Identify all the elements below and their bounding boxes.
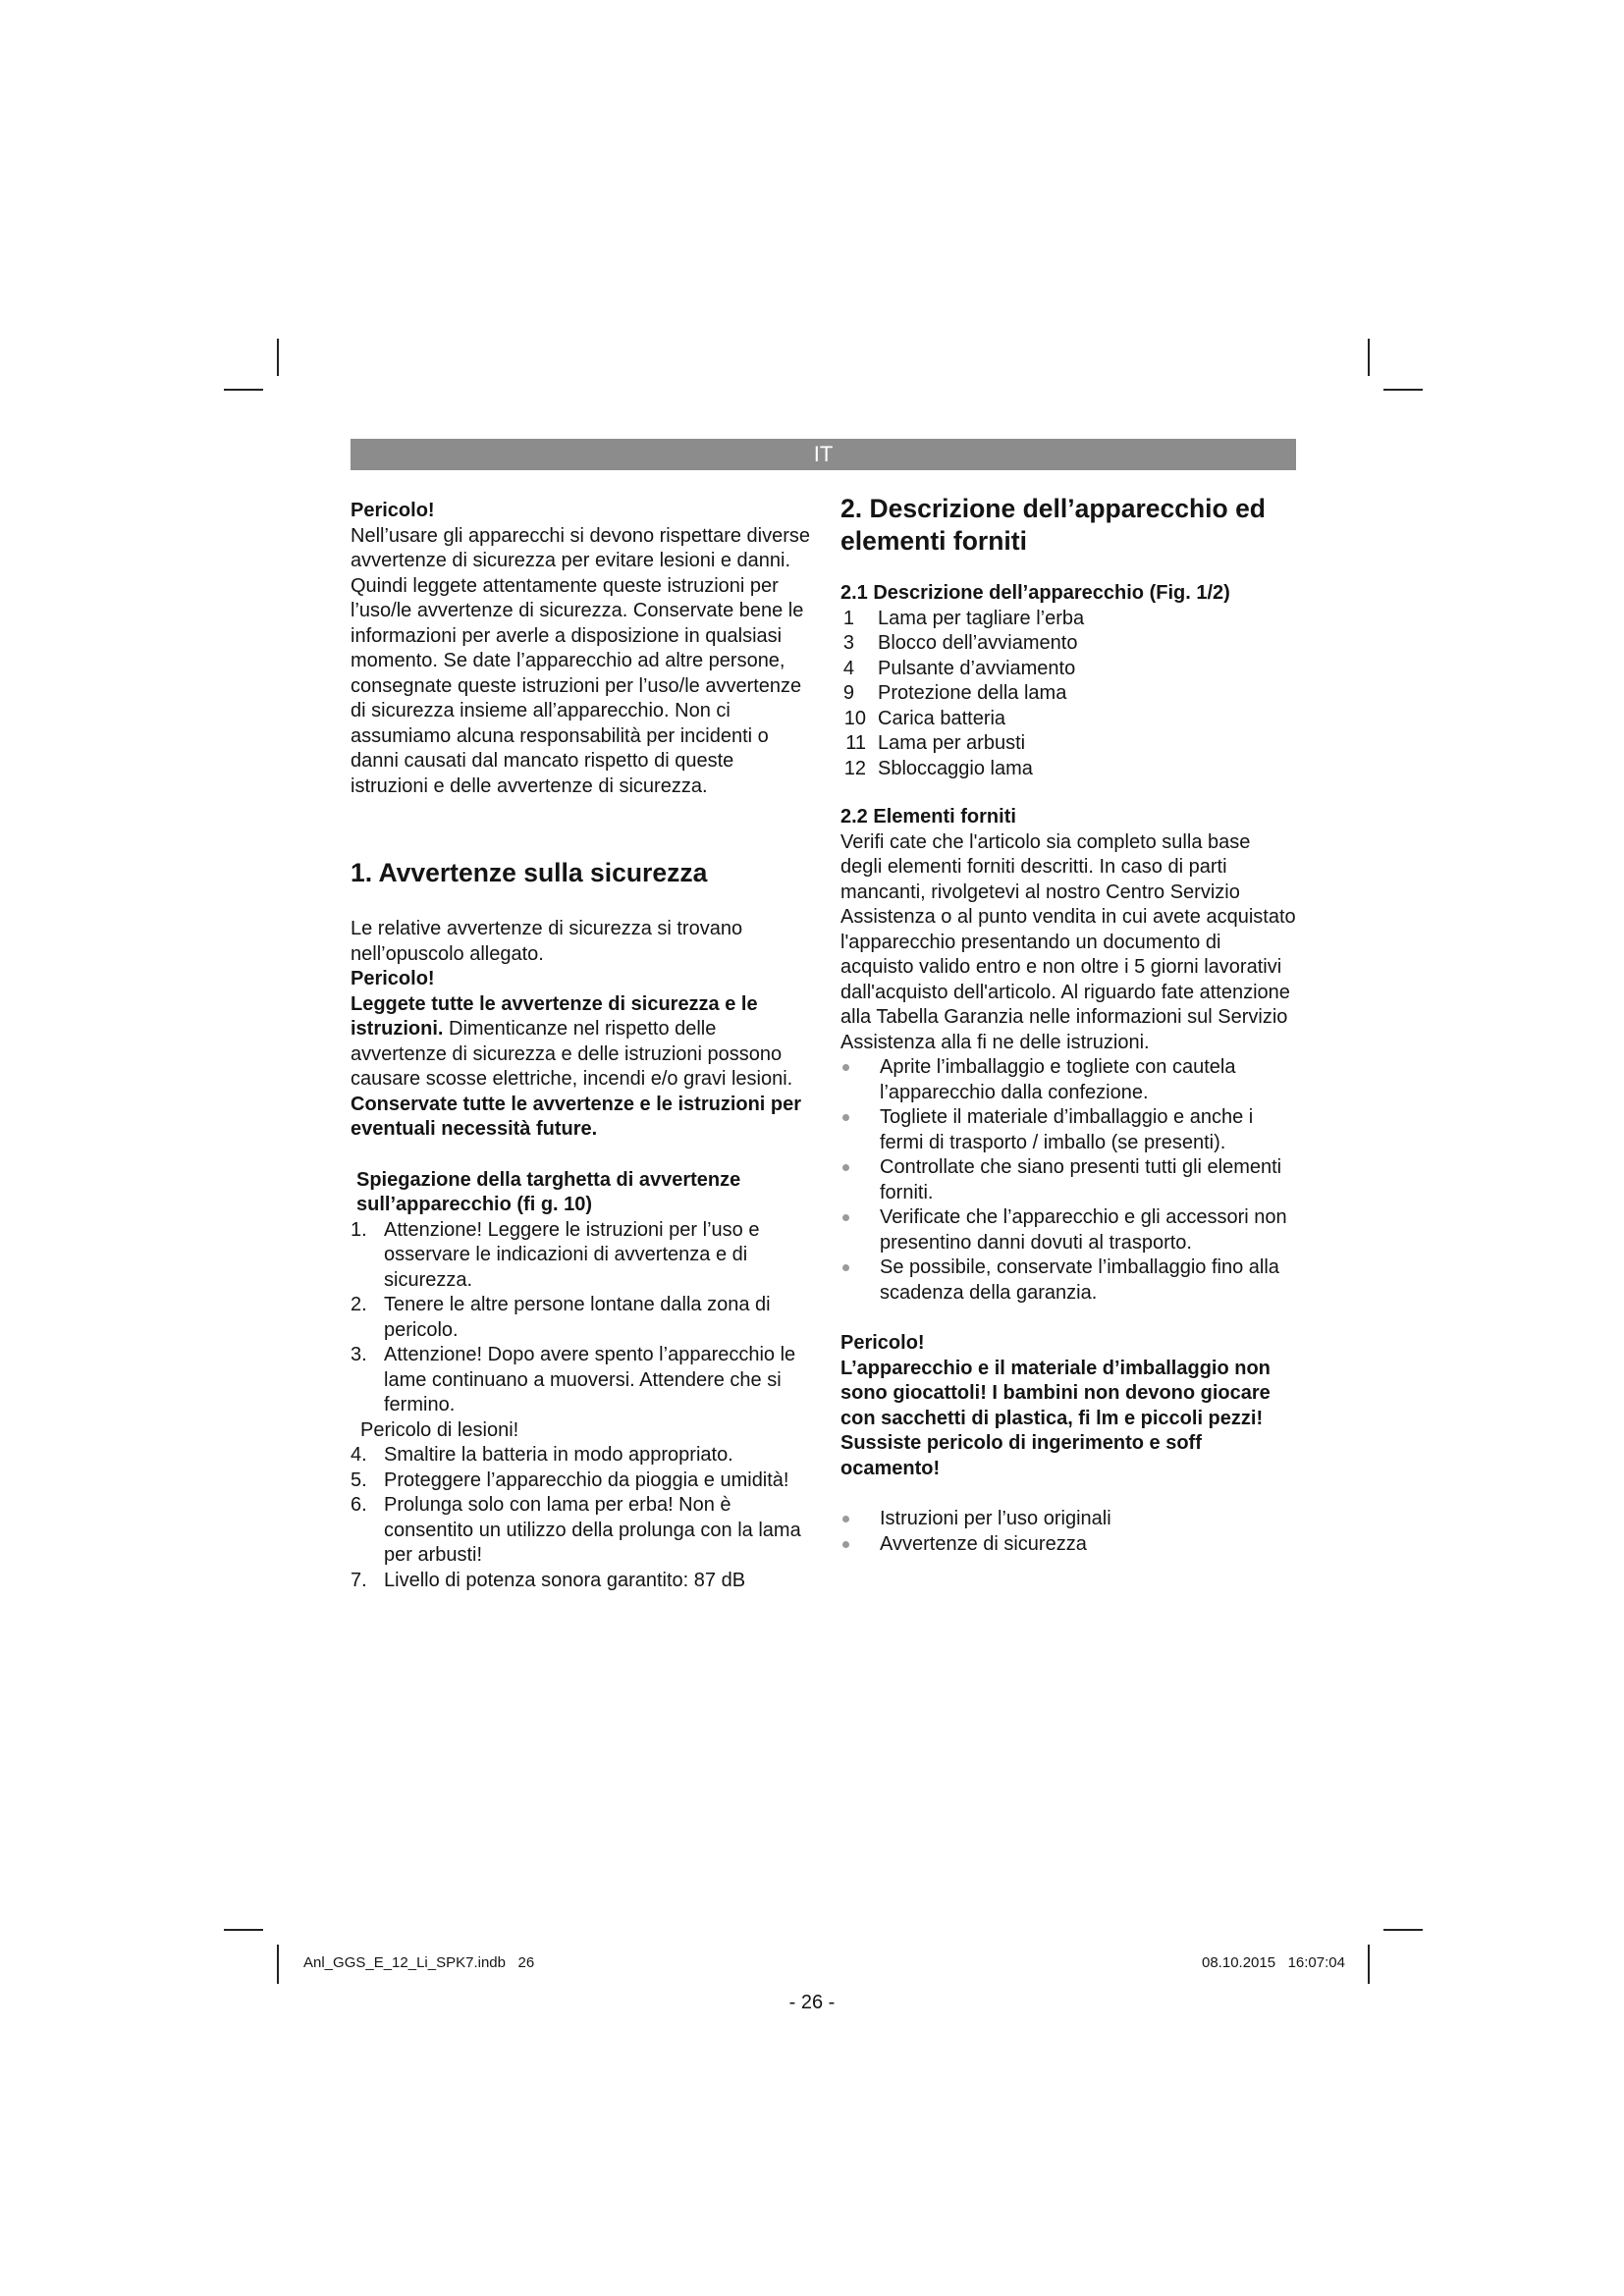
list-item: 12 Sbloccaggio lama	[843, 757, 1033, 779]
parts-list	[840, 607, 1296, 782]
danger3-text: L’apparecchio e il materiale d’imballaggio non sono giocattoli! I bambini non devono giocare con sacchetti di plastica, fi lm e piccoli pezzi! Sussiste pericolo di ingerimento e soff ocamento!	[840, 1357, 1271, 1479]
danger2-title: Pericolo!	[351, 968, 435, 989]
label-items-list	[351, 1218, 812, 1418]
list-item: Controllate che siano presenti tutti gli elementi forniti.	[840, 1155, 1296, 1205]
read-all-rest: Dimenticanze nel rispetto delle avvertenze di sicurezza e delle istruzioni possono causare scosse elettriche, incendi e/o gravi lesioni.	[351, 1018, 793, 1090]
list-item: 5. Proteggere l’apparecchio da pioggia e umidità!	[351, 1468, 789, 1491]
list-item: Istruzioni per l’uso originali	[840, 1507, 1296, 1532]
language-header	[351, 439, 1296, 470]
section1-intro: Le relative avvertenze di sicurezza si trovano nell’opuscolo allegato.	[351, 918, 743, 965]
crop-mark	[224, 1929, 263, 1931]
left-column	[351, 499, 812, 1593]
print-date: 08.10.2015 16:07:04	[1202, 1954, 1345, 1971]
section2-heading: 2. Descrizione dell’apparecchio ed elementi forniti	[840, 494, 1266, 556]
list-item: 1 Lama per tagliare l’erba	[842, 607, 1085, 629]
read-all-bold: Leggete tutte le avvertenze di sicurezza e le istruzioni.	[351, 992, 758, 1040]
list-item: 11 Lama per arbusti	[845, 732, 1026, 754]
list-item: 2. Tenere le altre persone lontane dalla zona di pericolo.	[351, 1294, 771, 1341]
list-item: Aprite l’imballaggio e togliete con cautela l’apparecchio dalla confezione.	[840, 1055, 1296, 1105]
list-item: 7. Livello di potenza sonora garantito: 87 dB	[351, 1569, 746, 1591]
danger3-title: Pericolo!	[840, 1332, 925, 1354]
injury-note: Pericolo di lesioni!	[360, 1418, 519, 1441]
sub21-heading: 2.1 Descrizione dell’apparecchio (Fig. 1/2)	[840, 582, 1230, 604]
bullet-icon	[842, 1064, 849, 1071]
list-item: 9 Protezione della lama	[842, 682, 1067, 704]
bullet-icon	[842, 1264, 849, 1271]
crop-mark	[1368, 339, 1370, 376]
list-item: 1. Attenzione! Leggere le istruzioni per l’uso e osservare le indicazioni di avvertenza e di sicurezza.	[351, 1218, 760, 1291]
check-list	[840, 1055, 1296, 1306]
crop-mark	[1368, 1945, 1370, 1984]
bullet-icon	[842, 1114, 849, 1121]
file-name: Anl_GGS_E_12_Li_SPK7.indb 26	[303, 1954, 535, 1971]
list-item: Se possibile, conservate l’imballaggio fino alla scadenza della garanzia.	[840, 1255, 1296, 1306]
language-code: IT	[813, 442, 834, 466]
sub22-heading: 2.2 Elementi forniti	[840, 806, 1016, 828]
keep-instructions: Conservate tutte le avvertenze e le istruzioni per eventuali necessità future.	[351, 1093, 802, 1140]
bullet-icon	[842, 1164, 849, 1171]
list-item: 3 Blocco dell’avviamento	[842, 632, 1078, 654]
crop-mark	[277, 339, 279, 376]
label-items-list-2	[351, 1443, 812, 1593]
crop-mark	[277, 1945, 279, 1984]
read-all-paragraph	[351, 992, 812, 1093]
crop-mark	[1383, 1929, 1423, 1931]
crop-mark	[224, 389, 263, 391]
bullet-icon	[842, 1541, 849, 1548]
list-item: Avvertenze di sicurezza	[840, 1532, 1296, 1558]
crop-mark	[1383, 389, 1423, 391]
sub22-text: Verifi cate che l'articolo sia completo sulla base degli elementi forniti descritti. In caso di parti mancanti, rivolgetevi al nostro Centro Servizio Assistenza o al punto vendita in cui avete acquistato l'apparecchio presentando un documento di acquisto valido entro e non oltre i 5 giorni lavorativi dall'acquisto dell'articolo. Al riguardo fate attenzione alla Tabella Garanzia nelle informazioni sul Servizio Assistenza alla fi ne delle istruzioni.	[840, 830, 1296, 1053]
supplied-list	[840, 1507, 1296, 1557]
list-item: 4. Smaltire la batteria in modo appropriato.	[351, 1444, 733, 1466]
danger-text: Nell’usare gli apparecchi si devono rispettare diverse avvertenze di sicurezza per evitare lesioni e danni. Quindi leggete attentamente queste istruzioni per l’uso/le avvertenze di sicurezza. Conservate bene le informazioni per averle a disposizione in qualsiasi momento. Se date l’apparecchio ad altre persone, consegnate queste istruzioni per l’uso/le avvertenze di sicurezza insieme all’apparecchio. Non ci assumiamo alcuna responsabilità per incidenti o danni causati dal mancato rispetto di queste istruzioni e delle avvertenze di sicurezza.	[351, 524, 811, 797]
list-item: 3. Attenzione! Dopo avere spento l’apparecchio le lame continuano a muoversi. Attendere che si fermino.	[351, 1344, 796, 1415]
list-item: 4 Pulsante d’avviamento	[842, 657, 1076, 679]
page-number: - 26 -	[788, 1992, 836, 2013]
label-explanation-heading: Spiegazione della targhetta di avvertenze sull’apparecchio (fi g. 10)	[356, 1168, 741, 1215]
bullet-icon	[842, 1516, 849, 1522]
list-item: 6. Prolunga solo con lama per erba! Non è consentito un utilizzo della prolunga con la lama per arbusti!	[351, 1494, 801, 1566]
list-item: Verificate che l’apparecchio e gli accessori non presentino danni dovuti al trasporto.	[840, 1205, 1296, 1255]
list-item: Togliete il materiale d’imballaggio e anche i fermi di trasporto / imballo (se presenti).	[840, 1105, 1296, 1155]
right-column	[840, 494, 1296, 1557]
danger-title: Pericolo!	[351, 500, 435, 521]
list-item: 10 Carica batteria	[843, 707, 1006, 729]
section1-heading: 1. Avvertenze sulla sicurezza	[351, 858, 708, 887]
bullet-icon	[842, 1214, 849, 1221]
